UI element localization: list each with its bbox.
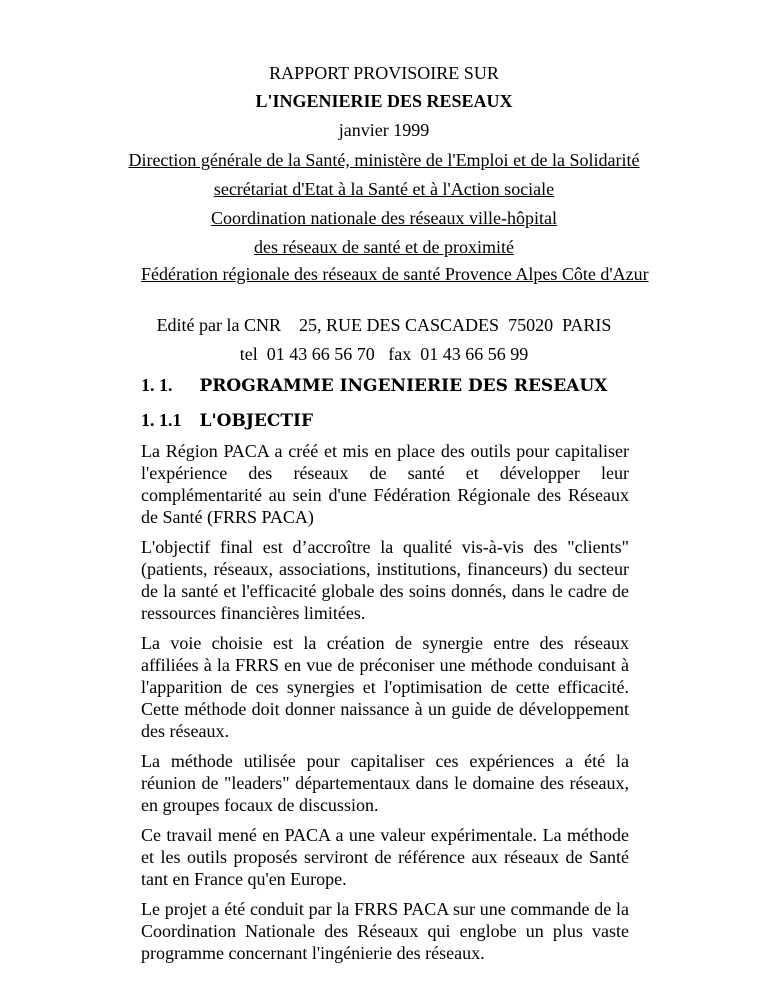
- subsection-number: 1. 1.1: [141, 410, 182, 430]
- secretariat-link[interactable]: secrétariat d'Etat à la Santé et à l'Action sociale: [213, 179, 555, 199]
- subsection-title: L'OBJECTIF: [199, 411, 314, 431]
- report-date: janvier 1999: [338, 120, 430, 140]
- paragraph: La Région PACA a créé et mis en place des outils pour capitaliser l'expérience des réseaux de santé et développer leur complémentarité au sein d'une Fédération Régionale des Réseaux de Santé (FRRS PACA): [141, 441, 629, 527]
- secretariat-link-line: [0, 178, 768, 200]
- paragraph: La voie choisie est la création de synergie entre des réseaux affiliées à la FRRS en vue de préconiser une méthode conduisant à l'apparition de ces synergies et l'optimisation de cette efficacité. Cette méthode doit donner naissance à un guide de développement des réseaux.: [141, 633, 629, 741]
- direction-generale-link[interactable]: Direction générale de la Santé, ministère de l'Emploi et de la Solidarité: [128, 150, 640, 170]
- coordination-link-line: [0, 207, 768, 229]
- federation-link[interactable]: Fédération régionale des réseaux de santé Provence Alpes Côte d'Azur: [141, 264, 649, 284]
- federation-link-block: [141, 263, 681, 285]
- publisher-text: Edité par la CNR 25, RUE DES CASCADES 75020 PARIS: [156, 315, 612, 335]
- paragraph: Le projet a été conduit par la FRRS PACA sur une commande de la Coordination Nationale des Réseaux qui englobe un plus vaste programme concernant l'ingénierie des réseaux.: [141, 899, 629, 963]
- paragraph: La méthode utilisée pour capitaliser ces expériences a été la réunion de "leaders" départementaux dans le domaine des réseaux, en groupes focaux de discussion.: [141, 751, 629, 815]
- paragraph: L'objectif final est d’accroître la qualité vis-à-vis des "clients" (patients, réseaux, associations, institutions, financeurs) du secteur de la santé et l'efficacité globale des soins donnés, dans le cadre de ressources financières limitées.: [141, 537, 629, 623]
- body-text: [141, 440, 629, 972]
- section-heading-programme: [141, 374, 607, 397]
- direction-generale-link-line: [0, 149, 768, 171]
- section-number: 1. 1.: [141, 375, 173, 395]
- reseaux-link[interactable]: des réseaux de santé et de proximité: [254, 237, 514, 257]
- section-title: PROGRAMME INGENIERIE DES RESEAUX: [199, 376, 608, 396]
- contact-line: [0, 343, 768, 365]
- report-title-line-2: L'INGENIERIE DES RESEAUX: [255, 91, 513, 111]
- reseaux-link-line: [0, 236, 768, 258]
- contact-text: tel 01 43 66 56 70 fax 01 43 66 56 99: [239, 344, 529, 364]
- publisher-line: [0, 314, 768, 336]
- paragraph: Ce travail mené en PACA a une valeur expérimentale. La méthode et les outils proposés serviront de référence aux réseaux de Santé tant en France qu'en Europe.: [141, 825, 629, 889]
- coordination-link[interactable]: Coordination nationale des réseaux ville-hôpital: [211, 208, 557, 228]
- section-heading-objectif: [141, 409, 313, 432]
- report-title-line-1: RAPPORT PROVISOIRE SUR: [269, 63, 499, 83]
